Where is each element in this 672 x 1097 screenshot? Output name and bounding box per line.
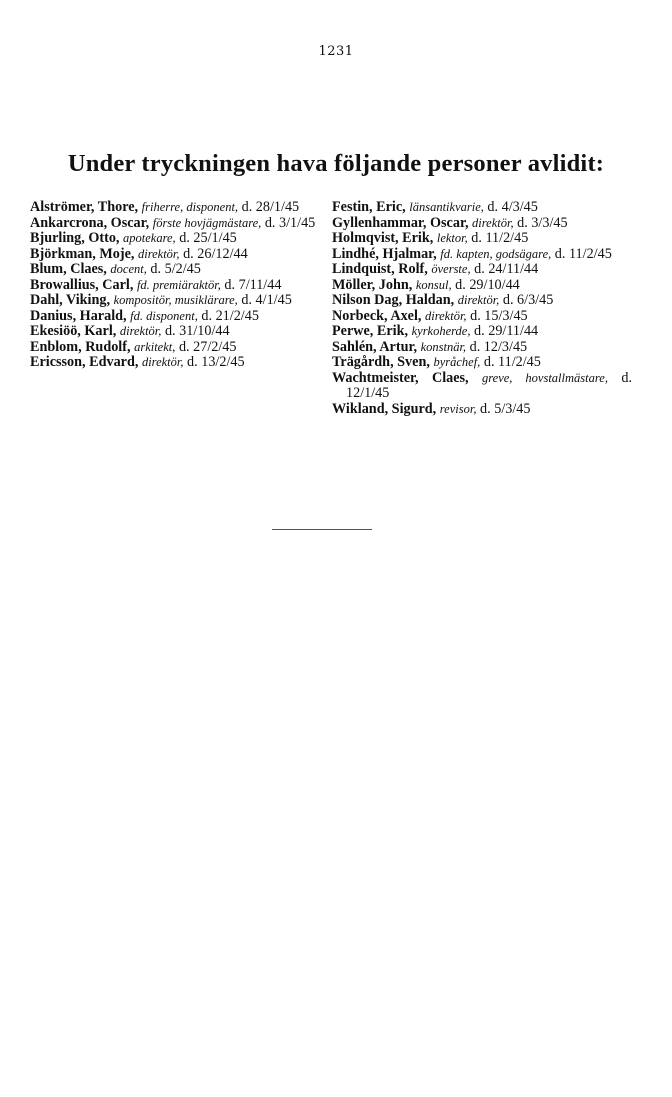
entry-date: d. 13/2/45 bbox=[187, 354, 245, 370]
section-divider bbox=[272, 529, 372, 530]
entry-date: d. 27/2/45 bbox=[178, 338, 237, 355]
death-entry bbox=[332, 340, 632, 356]
entry-name: Festin, Eric, bbox=[332, 199, 406, 215]
death-entry bbox=[30, 309, 330, 325]
death-entry bbox=[30, 200, 330, 216]
death-entry bbox=[30, 293, 330, 309]
entry-title: direktör, bbox=[457, 293, 500, 307]
entry-title: förste hovjägmästare, bbox=[152, 215, 262, 230]
death-entry bbox=[30, 262, 330, 278]
entry-title: arkitekt, bbox=[134, 339, 176, 354]
entry-name: Ankarcrona, Oscar, bbox=[30, 214, 150, 231]
entry-title: kompositör, musiklärare, bbox=[113, 293, 238, 307]
entry-name: Lindhé, Hjalmar, bbox=[332, 245, 437, 262]
death-entry bbox=[30, 247, 330, 263]
entry-name: Ericsson, Edvard, bbox=[30, 354, 139, 370]
entry-title: byråchef, bbox=[433, 355, 481, 369]
entry-date: d. 29/11/44 bbox=[474, 323, 539, 339]
death-entry bbox=[332, 231, 632, 247]
page-heading: Under tryckningen hava följande personer avlidit: bbox=[67, 150, 605, 177]
entry-date: d. 24/11/44 bbox=[474, 261, 539, 277]
death-entry bbox=[30, 324, 330, 340]
entry-date: d. 3/1/45 bbox=[264, 214, 316, 231]
entry-date: d. 12/3/45 bbox=[469, 338, 528, 355]
entry-name: Sahlén, Artur, bbox=[332, 338, 418, 355]
entry-title: lektor, bbox=[436, 231, 468, 245]
entry-name: Nilson Dag, Haldan, bbox=[332, 292, 455, 308]
entry-title: fd. kapten, godsägare, bbox=[440, 246, 552, 261]
death-entry bbox=[30, 355, 330, 371]
entry-title: överste, bbox=[431, 262, 471, 276]
death-entry bbox=[332, 293, 632, 309]
right-column bbox=[332, 200, 632, 417]
entry-date: d. 7/11/44 bbox=[224, 276, 282, 293]
entry-date: d. 28/1/45 bbox=[241, 199, 300, 215]
left-column bbox=[30, 200, 330, 371]
entry-date: d. 5/3/45 bbox=[480, 400, 531, 417]
entry-date: d. 11/2/45 bbox=[471, 230, 529, 246]
entry-date: d. 31/10/44 bbox=[164, 323, 230, 339]
entry-date: d. 4/1/45 bbox=[241, 292, 292, 308]
entry-name: Lindquist, Rolf, bbox=[332, 261, 428, 277]
death-entry bbox=[332, 309, 632, 325]
page-number: 1231 bbox=[318, 44, 354, 59]
entry-title: direktör, bbox=[472, 215, 514, 230]
entry-title: direktör, bbox=[425, 308, 467, 323]
death-entry bbox=[332, 402, 632, 418]
death-entry bbox=[332, 262, 632, 278]
entry-date: d. 29/10/44 bbox=[455, 276, 520, 293]
death-entry bbox=[332, 216, 632, 232]
entry-name: Björkman, Moje, bbox=[30, 245, 135, 262]
entry-title: apotekare, bbox=[123, 231, 176, 245]
death-entry bbox=[332, 200, 632, 216]
death-entry bbox=[30, 278, 330, 294]
entry-title: kyrkoherde, bbox=[411, 324, 471, 338]
entry-name: Blum, Claes, bbox=[30, 261, 107, 277]
entry-title: fd. premiäraktör, bbox=[136, 277, 221, 292]
entry-name: Norbeck, Axel, bbox=[332, 307, 422, 324]
entry-date: d. 15/3/45 bbox=[470, 307, 528, 324]
entry-name: Bjurling, Otto, bbox=[30, 230, 120, 246]
death-entry bbox=[332, 278, 632, 294]
entry-title: friherre, disponent, bbox=[141, 200, 239, 214]
entry-name: Browallius, Carl, bbox=[30, 276, 134, 293]
entry-name: Gyllenhammar, Oscar, bbox=[332, 214, 469, 231]
entry-date: d. 11/2/45 bbox=[554, 245, 612, 262]
entry-date: d. 4/3/45 bbox=[487, 199, 538, 215]
entry-name: Alströmer, Thore, bbox=[30, 199, 139, 215]
entry-title: revisor, bbox=[439, 401, 477, 416]
death-entry bbox=[332, 324, 632, 340]
entry-date: d. 5/2/45 bbox=[150, 261, 201, 277]
entry-date: d. 12/1/45 bbox=[346, 369, 632, 401]
entry-name: Danius, Harald, bbox=[30, 307, 127, 324]
entry-name: Möller, John, bbox=[332, 276, 413, 293]
entry-date: d. 6/3/45 bbox=[502, 292, 554, 308]
entry-title: direktör, bbox=[137, 246, 180, 261]
entry-name: Ekesiöö, Karl, bbox=[30, 323, 117, 339]
entry-date: d. 26/12/44 bbox=[183, 245, 248, 262]
entry-name: Trägårdh, Sven, bbox=[332, 354, 430, 370]
death-entry bbox=[30, 340, 330, 356]
entry-name: Perwe, Erik, bbox=[332, 323, 409, 339]
entry-name: Wikland, Sigurd, bbox=[332, 400, 437, 417]
entry-name: Holmqvist, Erik, bbox=[332, 230, 434, 246]
entry-name: Dahl, Viking, bbox=[30, 292, 111, 308]
entry-title: greve, hovstallmästare, bbox=[482, 370, 608, 385]
entry-title: fd. disponent, bbox=[130, 308, 198, 323]
death-entry bbox=[332, 371, 632, 402]
entry-title: direktör, bbox=[119, 324, 162, 338]
entry-name: Enblom, Rudolf, bbox=[30, 338, 131, 355]
entry-date: d. 25/1/45 bbox=[179, 230, 237, 246]
entry-title: konsul, bbox=[415, 277, 452, 292]
entry-title: direktör, bbox=[141, 355, 184, 369]
entry-title: konstnär, bbox=[420, 339, 467, 354]
entry-title: länsantikvarie, bbox=[409, 200, 484, 214]
death-entry bbox=[332, 355, 632, 371]
entry-title: docent, bbox=[110, 262, 147, 276]
entry-date: d. 11/2/45 bbox=[483, 354, 541, 370]
entry-date: d. 3/3/45 bbox=[517, 214, 568, 231]
death-entry bbox=[30, 231, 330, 247]
death-entry bbox=[332, 247, 632, 263]
death-entry bbox=[30, 216, 330, 232]
entry-date: d. 21/2/45 bbox=[201, 307, 259, 324]
entry-name: Wachtmeister, Claes, bbox=[332, 369, 469, 386]
